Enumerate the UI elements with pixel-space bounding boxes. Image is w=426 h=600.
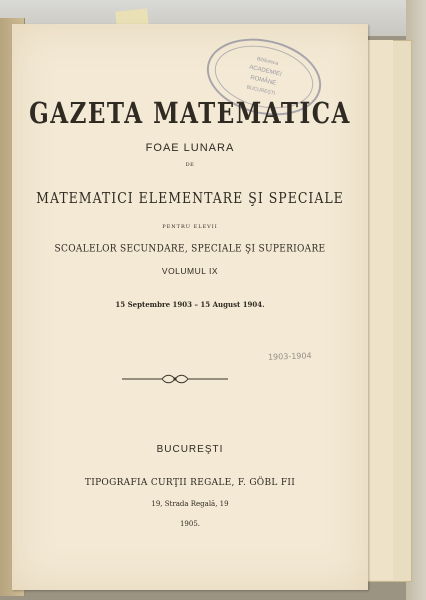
city-label: BUCUREŞTI <box>156 444 224 455</box>
stamp-line: BUCUREŞTI <box>246 84 276 97</box>
audience-label: PENTRU ELEVII <box>162 224 218 230</box>
stamp-line: Biblioteca <box>256 56 279 67</box>
journal-subtitle: FOAE LUNARA <box>145 142 235 154</box>
stamp-line: ACADEMIEI <box>248 64 283 78</box>
volume-label: VOLUMUL IX <box>161 266 219 276</box>
stamp-line: ROMÂNE <box>249 75 277 87</box>
schools-heading: SCOALELOR SECUNDARE, SPECIALE ŞI SUPERIOARE <box>54 243 326 255</box>
publication-year: 1905. <box>179 520 201 528</box>
street-address: 19, Strada Regală, 19 <box>151 500 229 508</box>
pencil-annotation: 1903-1904 <box>267 351 312 362</box>
title-page <box>12 24 368 590</box>
connector-word: DE <box>185 162 195 168</box>
main-heading: MATEMATICI ELEMENTARE ŞI SPECIALE <box>36 188 344 207</box>
date-range: 15 Septembre 1903 – 15 August 1904. <box>115 300 265 309</box>
printer-label: TIPOGRAFIA CURŢII REGALE, F. GÖBL FII <box>84 478 296 488</box>
ornament-divider <box>122 372 228 386</box>
journal-title: GAZETA MATEMATICA <box>29 96 351 131</box>
